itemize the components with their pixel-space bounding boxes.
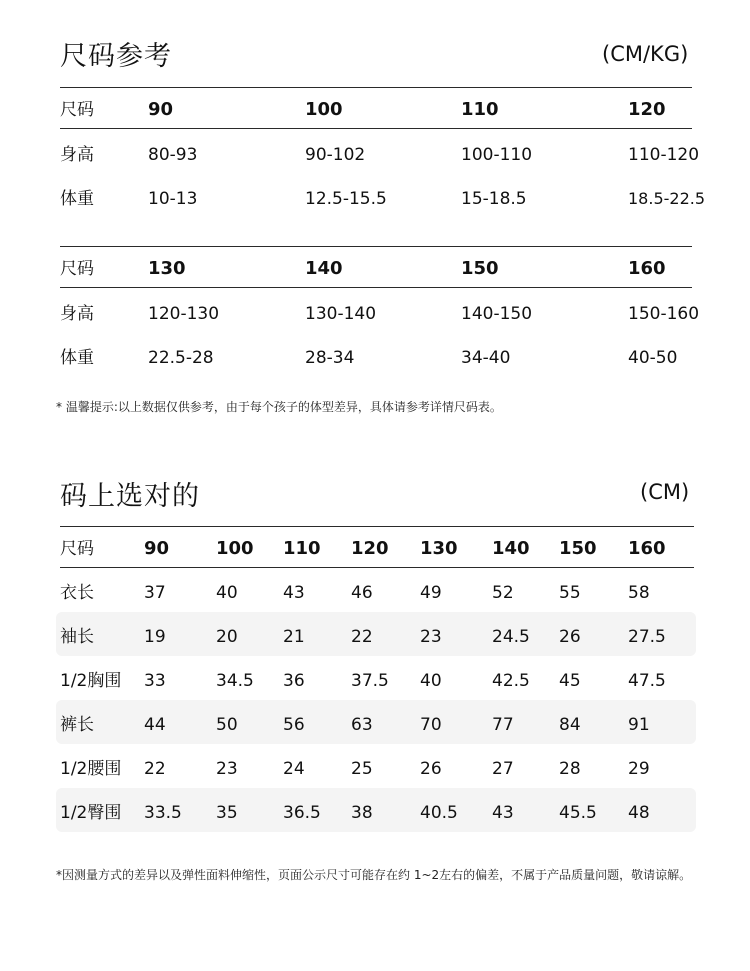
measure-cell: 26 [420, 759, 442, 779]
measure-cell: 26 [559, 627, 581, 647]
measure-cell: 22 [144, 759, 166, 779]
measure-cell: 70 [420, 715, 442, 735]
measure-size: 130 [420, 538, 458, 559]
measure-cell: 48 [628, 803, 650, 823]
measure-cell: 43 [492, 803, 514, 823]
table1-cell: 10-13 [148, 189, 198, 209]
table1-size: 120 [628, 99, 666, 120]
measure-cell: 19 [144, 627, 166, 647]
table2-cell: 28-34 [305, 348, 355, 368]
measure-row-label: 1/2胸围 [60, 671, 122, 691]
table1-size: 110 [461, 99, 499, 120]
measure-row-label: 1/2腰围 [60, 759, 122, 779]
measure-size: 150 [559, 538, 597, 559]
measure-row-label: 1/2臀围 [60, 803, 122, 823]
measure-cell: 27 [492, 759, 514, 779]
measure-cell: 45 [559, 671, 581, 691]
measure-cell: 40 [216, 583, 238, 603]
size-reference-note: * 温馨提示:以上数据仅供参考，由于每个孩子的体型差异，具体请参考详情尺码表。 [56, 400, 502, 414]
measure-cell: 84 [559, 715, 581, 735]
measure-row-label: 袖长 [60, 627, 94, 647]
table1-size: 90 [148, 99, 174, 120]
measure-cell: 49 [420, 583, 442, 603]
measure-cell: 63 [351, 715, 373, 735]
measure-cell: 33 [144, 671, 166, 691]
measurement-note: *因测量方式的差异以及弹性面料伸缩性，页面公示尺寸可能存在约 1~2左右的偏差，不属于产品质量问题，敬请谅解。 [56, 868, 692, 882]
measure-size: 100 [216, 538, 254, 559]
table2-size: 130 [148, 258, 186, 279]
table2-header-label: 尺码 [60, 259, 94, 279]
measure-cell: 46 [351, 583, 373, 603]
table2-cell: 120-130 [148, 304, 220, 324]
table1-cell: 18.5-22.5 [628, 189, 706, 208]
table2-size: 160 [628, 258, 666, 279]
measure-row-label: 裤长 [60, 715, 94, 735]
measure-cell: 47.5 [628, 671, 666, 691]
measure-cell: 24.5 [492, 627, 530, 647]
measure-cell: 29 [628, 759, 650, 779]
measure-cell: 23 [420, 627, 442, 647]
table1-header-label: 尺码 [60, 100, 94, 120]
measure-cell: 43 [283, 583, 305, 603]
measure-cell: 33.5 [144, 803, 182, 823]
table1-row-label: 体重 [60, 189, 94, 209]
measure-top-rule [60, 526, 694, 527]
table2-cell: 130-140 [305, 304, 377, 324]
measure-cell: 20 [216, 627, 238, 647]
table2-size: 150 [461, 258, 499, 279]
table1-header-rule [60, 128, 692, 129]
table1-cell: 80-93 [148, 145, 198, 165]
size-reference-title: 尺码参考 [60, 41, 172, 72]
table1-size: 100 [305, 99, 343, 120]
measure-header-rule [60, 567, 694, 568]
table1-cell: 15-18.5 [461, 189, 527, 209]
measure-cell: 50 [216, 715, 238, 735]
measure-cell: 35 [216, 803, 238, 823]
measure-cell: 23 [216, 759, 238, 779]
table2-cell: 150-160 [628, 304, 700, 324]
measure-cell: 55 [559, 583, 581, 603]
table2-top-rule [60, 246, 692, 247]
measure-cell: 44 [144, 715, 166, 735]
measure-cell: 52 [492, 583, 514, 603]
measure-cell: 36.5 [283, 803, 321, 823]
measure-size: 140 [492, 538, 530, 559]
measure-cell: 37 [144, 583, 166, 603]
table2-header-rule [60, 287, 692, 288]
measure-cell: 27.5 [628, 627, 666, 647]
measure-size: 110 [283, 538, 321, 559]
measure-size: 160 [628, 538, 666, 559]
size-reference-unit: (CM/KG) [602, 42, 689, 66]
measure-cell: 45.5 [559, 803, 597, 823]
measure-cell: 56 [283, 715, 305, 735]
table2-cell: 22.5-28 [148, 348, 214, 368]
table2-cell: 34-40 [461, 348, 511, 368]
table2-row-label: 身高 [60, 304, 94, 324]
measure-cell: 34.5 [216, 671, 254, 691]
measure-cell: 37.5 [351, 671, 389, 691]
measure-cell: 91 [628, 715, 650, 735]
measurement-title: 码上选对的 [60, 481, 200, 512]
measure-header-label: 尺码 [60, 539, 94, 559]
measure-cell: 25 [351, 759, 373, 779]
table1-cell: 90-102 [305, 145, 366, 165]
table1-cell: 110-120 [628, 145, 700, 165]
table1-top-rule [60, 87, 692, 88]
measure-cell: 42.5 [492, 671, 530, 691]
table2-size: 140 [305, 258, 343, 279]
table2-cell: 140-150 [461, 304, 533, 324]
measure-cell: 40.5 [420, 803, 458, 823]
measure-cell: 40 [420, 671, 442, 691]
measure-row-label: 衣长 [60, 583, 94, 603]
table2-cell: 40-50 [628, 348, 678, 368]
table2-row-label: 体重 [60, 348, 94, 368]
measure-cell: 21 [283, 627, 305, 647]
measure-cell: 58 [628, 583, 650, 603]
measure-size: 90 [144, 538, 170, 559]
table1-cell: 12.5-15.5 [305, 189, 387, 209]
measurement-unit: (CM) [640, 480, 690, 504]
measure-cell: 22 [351, 627, 373, 647]
measure-cell: 28 [559, 759, 581, 779]
table1-row-label: 身高 [60, 145, 94, 165]
measure-cell: 38 [351, 803, 373, 823]
measure-cell: 36 [283, 671, 305, 691]
measure-cell: 77 [492, 715, 514, 735]
measure-size: 120 [351, 538, 389, 559]
table1-cell: 100-110 [461, 145, 533, 165]
measure-cell: 24 [283, 759, 305, 779]
